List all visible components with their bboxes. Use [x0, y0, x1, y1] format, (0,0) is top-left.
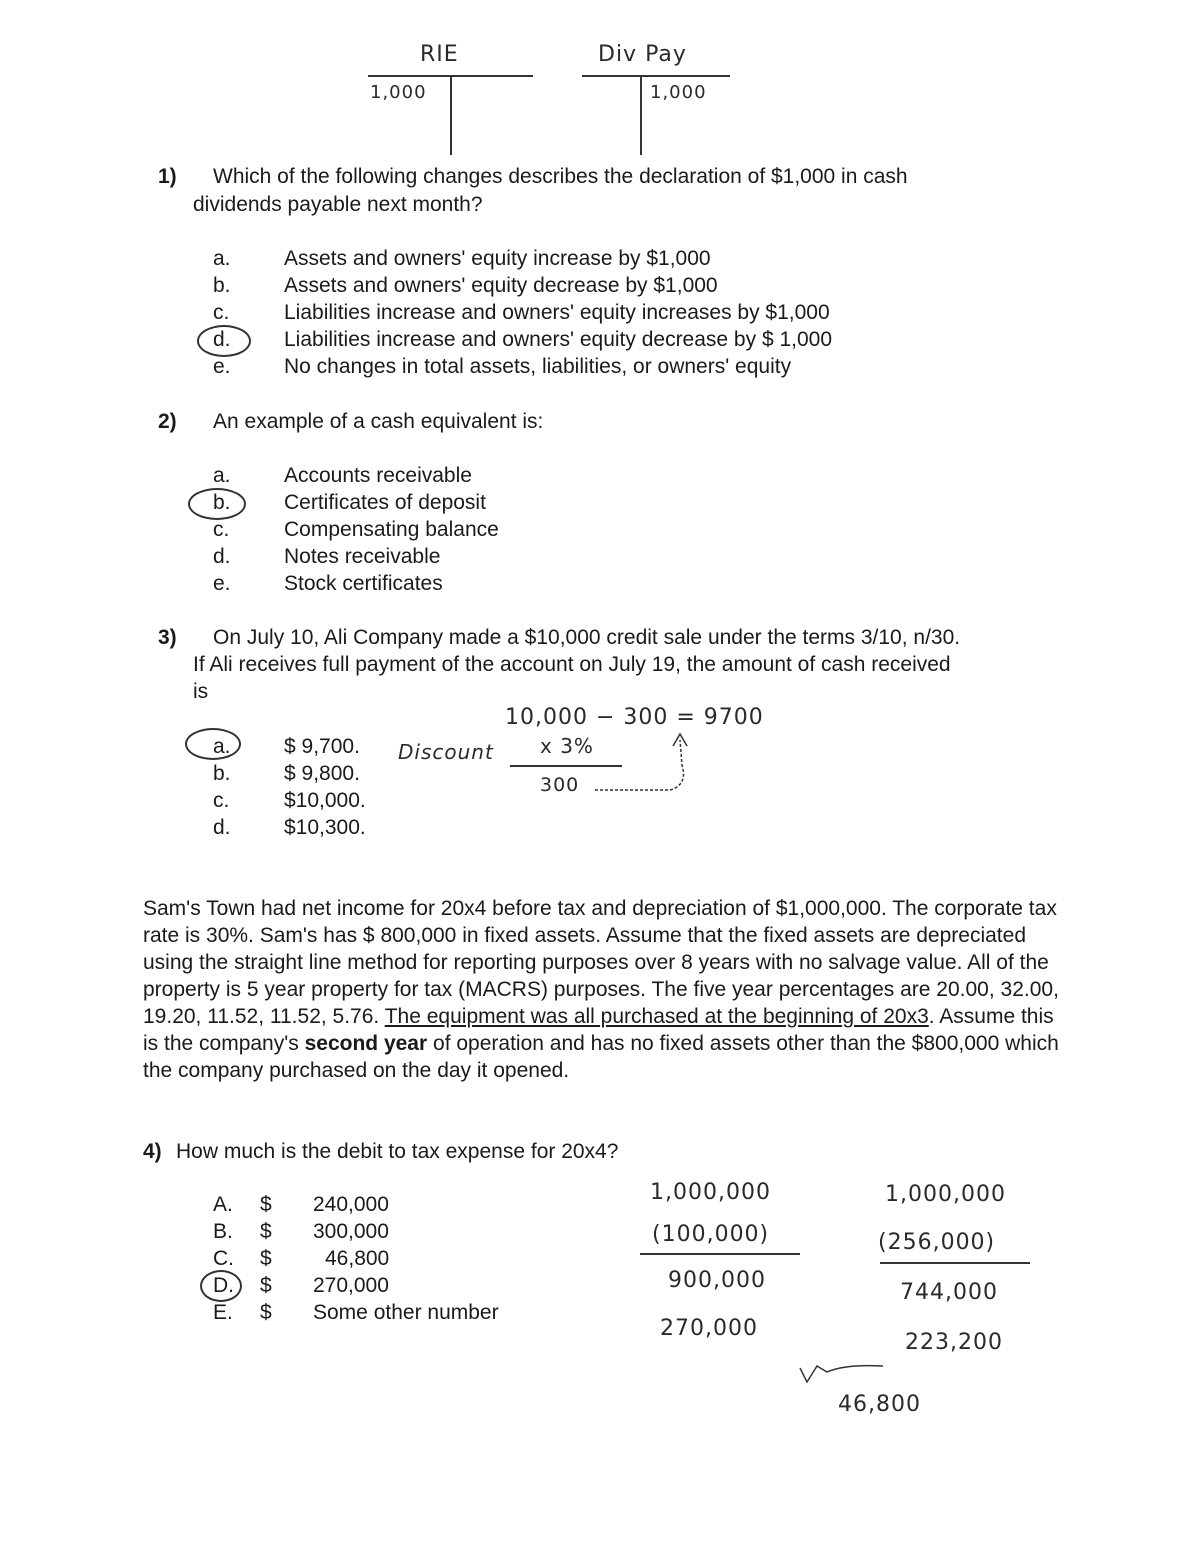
question-2-option-a — [0, 462, 1200, 489]
t-account-right-title: Div Pay — [598, 42, 687, 67]
question-2-option-e — [0, 570, 1200, 597]
handwritten-col2-line3: 744,000 — [900, 1280, 998, 1305]
option-letter: a. — [213, 735, 231, 758]
t-account-right-hline — [582, 75, 730, 77]
handwritten-col1-line2: (100,000) — [652, 1222, 770, 1247]
option-text: $10,300. — [284, 816, 366, 839]
option-text: Assets and owners' equity increase by $1,000 — [284, 247, 711, 270]
answer-circle-q4-d — [200, 1270, 242, 1302]
question-1-option-c — [0, 299, 1200, 326]
option-amount: 240,000 — [313, 1193, 389, 1216]
question-1-text-line2: dividends payable next month? — [193, 193, 483, 216]
option-currency: $ — [260, 1193, 272, 1216]
handwritten-col2-line1: 1,000,000 — [885, 1182, 1006, 1207]
option-letter: D. — [213, 1274, 234, 1297]
answer-circle-q3-a — [185, 728, 241, 760]
option-text: Compensating balance — [284, 518, 499, 541]
option-text: Stock certificates — [284, 572, 443, 595]
handwritten-arrow — [590, 730, 700, 800]
handwritten-col2-line4: 223,200 — [905, 1330, 1003, 1355]
handwritten-discount: Discount — [398, 740, 494, 764]
question-1-option-d — [0, 326, 1200, 353]
handwritten-col1-rule — [640, 1253, 800, 1255]
option-letter: B. — [213, 1220, 233, 1243]
option-letter: A. — [213, 1193, 233, 1216]
question-3-text-line1: On July 10, Ali Company made a $10,000 credit sale under the terms 3/10, n/30. — [213, 626, 961, 649]
option-letter: c. — [213, 301, 230, 324]
question-4-number: 4) — [143, 1140, 162, 1163]
option-currency: $ — [260, 1247, 272, 1270]
question-2-option-d — [0, 543, 1200, 570]
t-account-right-value: 1,000 — [650, 82, 707, 103]
option-amount: 270,000 — [313, 1274, 389, 1297]
scenario-paragraph — [143, 895, 1063, 1084]
handwritten-col1-line3: 900,000 — [668, 1268, 766, 1293]
t-account-right-vline — [640, 77, 642, 155]
question-1-option-a — [0, 245, 1200, 272]
option-letter: d. — [213, 545, 231, 568]
option-letter: b. — [213, 274, 231, 297]
option-letter: d. — [213, 816, 231, 839]
scenario-text-part2: . Assume this is the company's — [143, 1005, 1054, 1055]
scenario-underlined: The equipment was all purchased at the beginning of 20x3 — [384, 1005, 929, 1028]
option-letter: d. — [213, 328, 231, 351]
scenario-text-part3: of operation and has no fixed assets other than the $800,000 which the company purchased on the day it opened. — [143, 1032, 1059, 1082]
handwritten-col2-rule — [880, 1262, 1030, 1264]
handwritten-col1-line4: 270,000 — [660, 1316, 758, 1341]
handwritten-col2-line2: (256,000) — [878, 1230, 996, 1255]
question-2-text: An example of a cash equivalent is: — [213, 410, 544, 433]
option-letter: a. — [213, 247, 231, 270]
question-3-option-b — [0, 760, 500, 787]
t-account-left-vline — [450, 77, 452, 155]
option-letter: e. — [213, 355, 231, 378]
question-4-option-c — [0, 1245, 560, 1272]
handwritten-check-mark — [795, 1358, 895, 1388]
question-2-option-b — [0, 489, 1200, 516]
handwritten-calc: 10,000 − 300 = 9700 — [505, 705, 764, 730]
question-1-number: 1) — [158, 165, 177, 188]
option-text: Accounts receivable — [284, 464, 472, 487]
t-account-left-title: RIE — [420, 42, 459, 67]
option-currency: $ — [260, 1301, 272, 1324]
option-amount: 46,800 — [325, 1247, 390, 1270]
question-1-text-line1: Which of the following changes describes the declaration of $1,000 in cash — [213, 165, 908, 188]
option-currency: $ — [260, 1220, 272, 1243]
option-text: Liabilities increase and owners' equity decrease by $ 1,000 — [284, 328, 833, 351]
option-letter: b. — [213, 491, 231, 514]
option-letter: b. — [213, 762, 231, 785]
option-amount: Some other number — [313, 1301, 499, 1324]
option-letter: e. — [213, 572, 231, 595]
option-text: $ 9,800. — [284, 762, 360, 785]
question-4-option-b — [0, 1218, 560, 1245]
question-3-text-line2: If Ali receives full payment of the account on July 19, the amount of cash received — [193, 653, 951, 676]
handwritten-col1-line1: 1,000,000 — [650, 1180, 771, 1205]
option-letter: c. — [213, 789, 230, 812]
handwritten-difference: 46,800 — [838, 1392, 921, 1417]
option-text: $ 9,700. — [284, 735, 360, 758]
option-letter: c. — [213, 518, 230, 541]
option-amount: 300,000 — [313, 1220, 389, 1243]
question-1-option-e — [0, 353, 1200, 380]
option-text: $10,000. — [284, 789, 366, 812]
option-text: No changes in total assets, liabilities, or owners' equity — [284, 355, 792, 378]
question-3-number: 3) — [158, 626, 177, 649]
handwritten-result: 300 — [540, 774, 580, 796]
question-3-option-c — [0, 787, 500, 814]
question-3-option-d — [0, 814, 500, 841]
option-text: Certificates of deposit — [284, 491, 486, 514]
question-3-text-line3: is — [193, 680, 209, 703]
option-letter: E. — [213, 1301, 233, 1324]
option-currency: $ — [260, 1274, 272, 1297]
option-text: Liabilities increase and owners' equity increases by $1,000 — [284, 301, 830, 324]
question-1-option-b — [0, 272, 1200, 299]
option-text: Assets and owners' equity decrease by $1,000 — [284, 274, 718, 297]
option-letter: C. — [213, 1247, 234, 1270]
option-letter: a. — [213, 464, 231, 487]
question-4-option-e — [0, 1299, 560, 1326]
question-2-number: 2) — [158, 410, 177, 433]
handwritten-rate: x 3% — [540, 734, 594, 758]
question-2-option-c — [0, 516, 1200, 543]
scenario-text-part1: Sam's Town had net income for 20x4 before tax and depreciation of $1,000,000. The corporate tax rate is 30%. Sam's has $ 800,000 in fixed assets. Assume that the fixed assets are depreciated using the straight line method for reporting purposes over 8 years with no salvage value. All of the property is 5 year property for tax (MACRS) purposes. The five year percentages are 20.00, 32.00, 19.20, 11.52, 11.52, 5.76. — [143, 897, 1059, 1028]
question-4-option-d — [0, 1272, 560, 1299]
question-4-option-a — [0, 1191, 560, 1218]
option-text: Notes receivable — [284, 545, 441, 568]
question-4-text: How much is the debit to tax expense for 20x4? — [176, 1140, 619, 1163]
scenario-bold: second year — [304, 1032, 428, 1055]
t-account-left-value: 1,000 — [370, 82, 427, 103]
